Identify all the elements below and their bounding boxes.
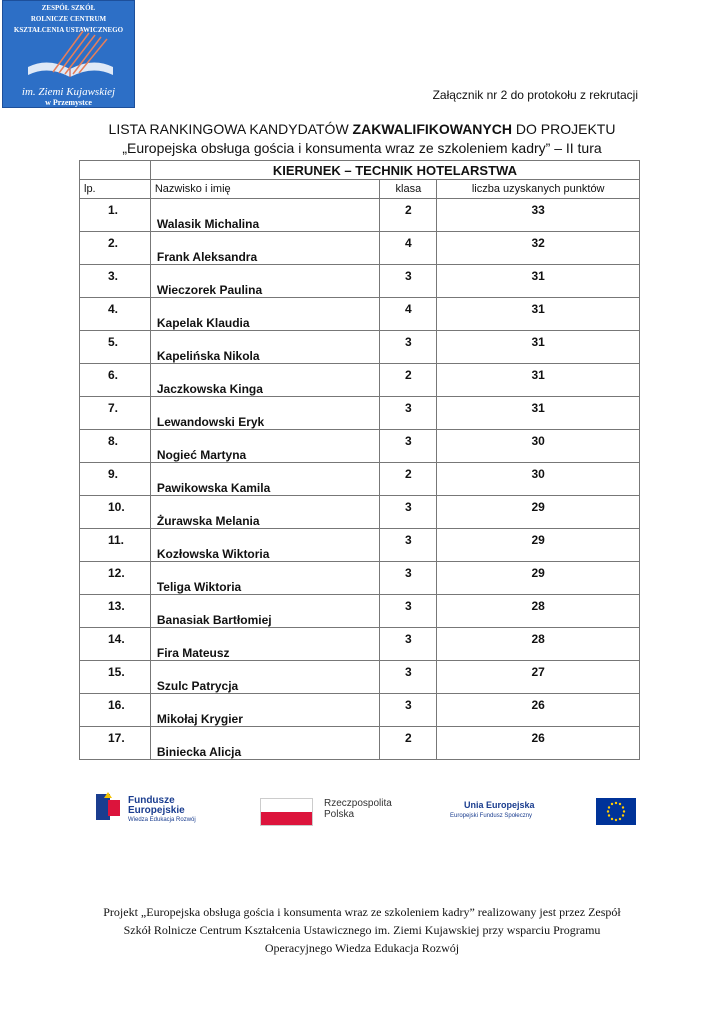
row-klasa: 3 [405, 632, 412, 646]
table-row [80, 232, 640, 265]
row-name-cell [150, 430, 380, 463]
row-name: Kapelak Klaudia [156, 316, 250, 330]
row-points: 28 [531, 599, 545, 613]
table-row [80, 529, 640, 562]
row-points-cell [437, 397, 640, 430]
footer-line-2: Szkół Rolnicze Centrum Kształcenia Ustawicznego im. Ziemi Kujawskiej przy wsparciu Programu [123, 923, 601, 937]
fe-line-2: Europejskie [128, 805, 185, 816]
row-points-cell [437, 595, 640, 628]
col-header-klasa: klasa [380, 180, 437, 199]
row-klasa: 3 [405, 698, 412, 712]
row-points-cell [437, 562, 640, 595]
row-points: 26 [531, 731, 545, 745]
row-name: Frank Aleksandra [156, 250, 258, 264]
row-points: 31 [531, 401, 545, 415]
table-row [80, 331, 640, 364]
row-points-cell [437, 364, 640, 397]
logo-line-3: KSZTAŁCENIA USTAWICZNEGO [13, 26, 124, 34]
row-points-cell [437, 331, 640, 364]
row-lp: 4. [108, 302, 119, 316]
fe-mark-icon [94, 790, 124, 826]
table-row [80, 397, 640, 430]
title-bold: ZAKWALIFIKOWANYCH [352, 121, 512, 137]
row-points: 27 [531, 665, 545, 679]
table-row [80, 661, 640, 694]
row-name-cell [150, 232, 380, 265]
row-name: Wieczorek Paulina [156, 283, 263, 297]
row-klasa: 2 [405, 467, 412, 481]
row-points: 32 [531, 236, 545, 250]
row-points: 33 [531, 203, 545, 217]
row-lp: 5. [108, 335, 119, 349]
row-lp: 6. [108, 368, 119, 382]
polish-flag-icon [260, 798, 313, 826]
row-name-cell [150, 199, 380, 232]
table-row [80, 430, 640, 463]
row-klasa: 2 [405, 731, 412, 745]
logo-line-4: im. Ziemi Kujawskiej [21, 86, 116, 98]
row-lp: 17. [108, 731, 125, 745]
row-points-cell [437, 199, 640, 232]
row-points-cell [437, 298, 640, 331]
row-klasa-cell [380, 298, 437, 331]
row-name: Pawikowska Kamila [156, 481, 271, 495]
table-row [80, 628, 640, 661]
row-points-cell [437, 661, 640, 694]
table-row [80, 265, 640, 298]
row-lp-cell [80, 595, 151, 628]
fe-line-1: Fundusze [128, 795, 175, 806]
row-points-cell [437, 430, 640, 463]
row-klasa-cell [380, 661, 437, 694]
row-lp: 13. [108, 599, 125, 613]
row-klasa-cell [380, 496, 437, 529]
row-klasa: 3 [405, 500, 412, 514]
unia-europejska-logo [450, 796, 634, 826]
row-points-cell [437, 529, 640, 562]
col-header-points: liczba uzyskanych punktów [437, 180, 640, 199]
row-name: Teliga Wiktoria [156, 580, 242, 594]
footer-line-3: Operacyjnego Wiedza Edukacja Rozwój [264, 941, 460, 955]
row-name-cell [150, 265, 380, 298]
row-klasa: 3 [405, 665, 412, 679]
row-klasa: 4 [405, 236, 412, 250]
row-klasa-cell [380, 562, 437, 595]
row-name: Kozłowska Wiktoria [156, 547, 270, 561]
table-row [80, 298, 640, 331]
row-lp-cell [80, 727, 151, 760]
row-points: 31 [531, 368, 545, 382]
row-lp-cell [80, 463, 151, 496]
row-klasa: 3 [405, 269, 412, 283]
rzeczpospolita-polska-logo [260, 796, 430, 826]
row-lp-cell [80, 298, 151, 331]
row-klasa: 3 [405, 599, 412, 613]
row-lp-cell [80, 232, 151, 265]
row-name-cell [150, 496, 380, 529]
school-logo [2, 0, 135, 108]
row-name: Lewandowski Eryk [156, 415, 265, 429]
logo-line-1: ZESPÓŁ SZKÓŁ [41, 4, 96, 12]
row-lp: 8. [108, 434, 119, 448]
row-klasa-cell [380, 628, 437, 661]
row-lp-cell [80, 331, 151, 364]
row-points: 30 [531, 434, 545, 448]
table-major-heading: KIERUNEK – TECHNIK HOTELARSTWA [150, 161, 639, 180]
row-klasa: 3 [405, 533, 412, 547]
row-name: Walasik Michalina [156, 217, 260, 231]
table-row [80, 595, 640, 628]
row-points: 31 [531, 269, 545, 283]
ue-title: Unia Europejska [464, 800, 535, 810]
row-name-cell [150, 628, 380, 661]
row-points: 26 [531, 698, 545, 712]
row-points: 29 [531, 533, 545, 547]
row-name-cell [150, 727, 380, 760]
title-suffix: DO PROJEKTU [511, 121, 616, 137]
row-name-cell [150, 529, 380, 562]
row-klasa-cell [380, 694, 437, 727]
annex-label: Załącznik nr 2 do protokołu z rekrutacji [432, 88, 638, 102]
table-row [80, 727, 640, 760]
row-name: Żurawska Melania [156, 514, 260, 528]
row-points-cell [437, 727, 640, 760]
table-row [80, 496, 640, 529]
row-points-cell [437, 694, 640, 727]
document-title [0, 121, 724, 137]
row-name-cell [150, 331, 380, 364]
row-klasa: 2 [405, 368, 412, 382]
eu-flag-icon [596, 798, 636, 825]
row-lp-cell [80, 694, 151, 727]
row-points: 30 [531, 467, 545, 481]
row-klasa-cell [380, 430, 437, 463]
row-lp-cell [80, 628, 151, 661]
row-klasa: 3 [405, 566, 412, 580]
row-lp-cell [80, 199, 151, 232]
rp-line-2: Polska [324, 809, 355, 820]
row-klasa-cell [380, 232, 437, 265]
table-row [80, 199, 640, 232]
row-points-cell [437, 496, 640, 529]
row-lp: 12. [108, 566, 125, 580]
row-name: Banasiak Bartłomiej [156, 613, 272, 627]
row-klasa: 4 [405, 302, 412, 316]
row-lp: 7. [108, 401, 119, 415]
row-klasa-cell [380, 265, 437, 298]
row-name-cell [150, 298, 380, 331]
row-lp-cell [80, 529, 151, 562]
row-name: Szulc Patrycja [156, 679, 239, 693]
table-row [80, 364, 640, 397]
row-name-cell [150, 463, 380, 496]
col-header-name: Nazwisko i imię [150, 180, 380, 199]
title-prefix: LISTA RANKINGOWA KANDYDATÓW [108, 121, 353, 137]
row-name-cell [150, 694, 380, 727]
row-points-cell [437, 232, 640, 265]
row-name: Fira Mateusz [156, 646, 230, 660]
row-points: 28 [531, 632, 545, 646]
row-klasa-cell [380, 529, 437, 562]
row-name-cell [150, 595, 380, 628]
ranking-table [79, 160, 640, 760]
row-name: Mikołaj Krygier [156, 712, 243, 726]
document-subtitle: „Europejska obsługa gościa i konsumenta wraz ze szkoleniem kadry” – II tura [122, 140, 602, 156]
sponsor-logos [94, 790, 634, 830]
row-points: 29 [531, 566, 545, 580]
rp-line-1: Rzeczpospolita [324, 798, 392, 809]
logo-line-5: w Przemystce [45, 98, 92, 107]
row-name-cell [150, 397, 380, 430]
footer-line-1: Projekt „Europejska obsługa gościa i konsumenta wraz ze szkoleniem kadry” realizowany jest przez Zespół [103, 905, 621, 919]
row-lp-cell [80, 364, 151, 397]
row-klasa-cell [380, 331, 437, 364]
fe-subtitle: Wiedza Edukacja Rozwój [128, 817, 196, 823]
row-klasa-cell [380, 364, 437, 397]
row-lp: 14. [108, 632, 125, 646]
row-name: Kapelińska Nikola [156, 349, 260, 363]
footer-note [0, 903, 724, 957]
row-klasa-cell [380, 727, 437, 760]
row-klasa-cell [380, 595, 437, 628]
rp-title [324, 798, 392, 820]
row-lp-cell [80, 661, 151, 694]
row-points: 29 [531, 500, 545, 514]
ue-subtitle: Europejski Fundusz Społeczny [450, 813, 533, 819]
row-points-cell [437, 463, 640, 496]
row-name-cell [150, 562, 380, 595]
row-lp: 9. [108, 467, 119, 481]
row-klasa-cell [380, 397, 437, 430]
row-lp: 15. [108, 665, 125, 679]
row-name: Jaczkowska Kinga [156, 382, 263, 396]
row-name-cell [150, 661, 380, 694]
row-lp-cell [80, 562, 151, 595]
row-klasa: 3 [405, 401, 412, 415]
row-lp-cell [80, 496, 151, 529]
row-points-cell [437, 628, 640, 661]
row-klasa: 2 [405, 203, 412, 217]
row-klasa: 3 [405, 434, 412, 448]
row-lp: 2. [108, 236, 119, 250]
row-lp: 1. [108, 203, 119, 217]
fe-title [128, 796, 185, 816]
logo-line-2: ROLNICZE CENTRUM [30, 15, 107, 23]
row-lp-cell [80, 430, 151, 463]
row-name: Nogieć Martyna [156, 448, 247, 462]
table-row [80, 562, 640, 595]
row-points: 31 [531, 335, 545, 349]
col-header-lp: lp. [80, 180, 151, 199]
row-lp-cell [80, 397, 151, 430]
table-row [80, 694, 640, 727]
row-lp-cell [80, 265, 151, 298]
row-lp: 3. [108, 269, 119, 283]
row-klasa-cell [380, 199, 437, 232]
row-lp: 11. [108, 533, 125, 547]
row-name-cell [150, 364, 380, 397]
row-lp: 16. [108, 698, 125, 712]
row-klasa: 3 [405, 335, 412, 349]
book-quill-icon [23, 27, 118, 82]
row-name: Biniecka Alicja [156, 745, 242, 759]
table-corner-cell [80, 161, 151, 180]
table-row [80, 463, 640, 496]
row-lp: 10. [108, 500, 125, 514]
row-klasa-cell [380, 463, 437, 496]
row-points-cell [437, 265, 640, 298]
fundusze-europejskie-logo [94, 790, 234, 828]
row-points: 31 [531, 302, 545, 316]
